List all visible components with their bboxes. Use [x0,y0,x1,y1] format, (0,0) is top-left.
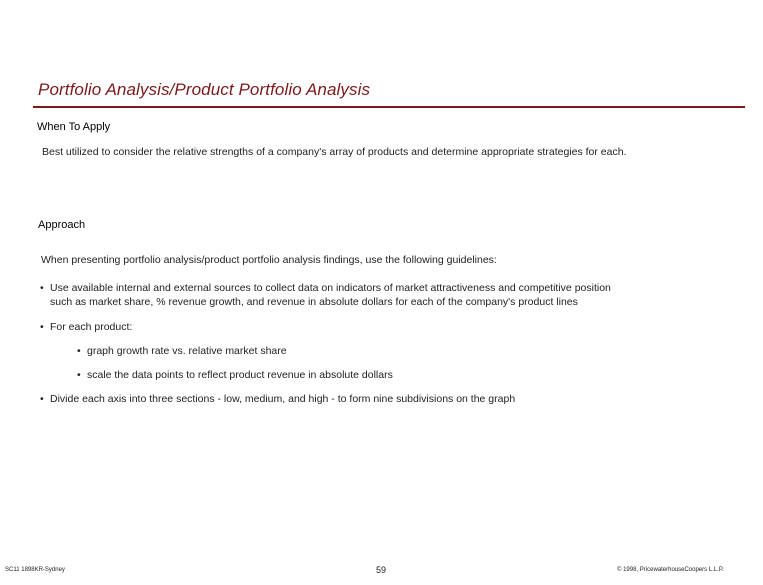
bullet-text: Divide each axis into three sections - low, medium, and high - to form nine subdivisions on the graph [50,393,516,405]
bullet-icon: • [77,345,81,357]
bullet-text: graph growth rate vs. relative market share [87,345,287,357]
bullet-icon: • [77,369,81,381]
page-title: Portfolio Analysis/Product Portfolio Analysis [38,80,371,99]
approach-heading: Approach [38,219,86,231]
sub-bullet-item-graph [77,344,287,358]
bullet-icon: • [40,321,44,333]
footer-copyright: © 1998, PricewaterhouseCoopers L.L.P. [617,567,724,573]
bullet-item-collect-data [40,281,611,309]
approach-intro-text: When presenting portfolio analysis/product portfolio analysis findings, use the following guidelines: [41,254,497,266]
when-to-apply-heading: When To Apply [37,121,111,133]
bullet-item-each-product [40,320,132,334]
title-divider [33,106,745,108]
bullet-icon: • [40,393,44,405]
when-to-apply-text: Best utilized to consider the relative strengths of a company's array of products and determine appropriate strategies for each. [42,146,627,158]
footer-document-code: SC11 1898KR-Sydney [5,567,65,573]
page-number: 59 [376,565,387,575]
bullet-text: scale the data points to reflect product revenue in absolute dollars [87,369,393,381]
sub-bullet-item-scale [77,368,393,382]
bullet-item-divide-axis [40,392,515,406]
bullet-icon: • [40,282,44,294]
bullet-text-line: Use available internal and external sources to collect data on indicators of market attractiveness and competitive position [50,282,611,294]
bullet-text: For each product: [50,321,133,333]
bullet-text-line: such as market share, % revenue growth, and revenue in absolute dollars for each of the company's product lines [50,296,578,308]
